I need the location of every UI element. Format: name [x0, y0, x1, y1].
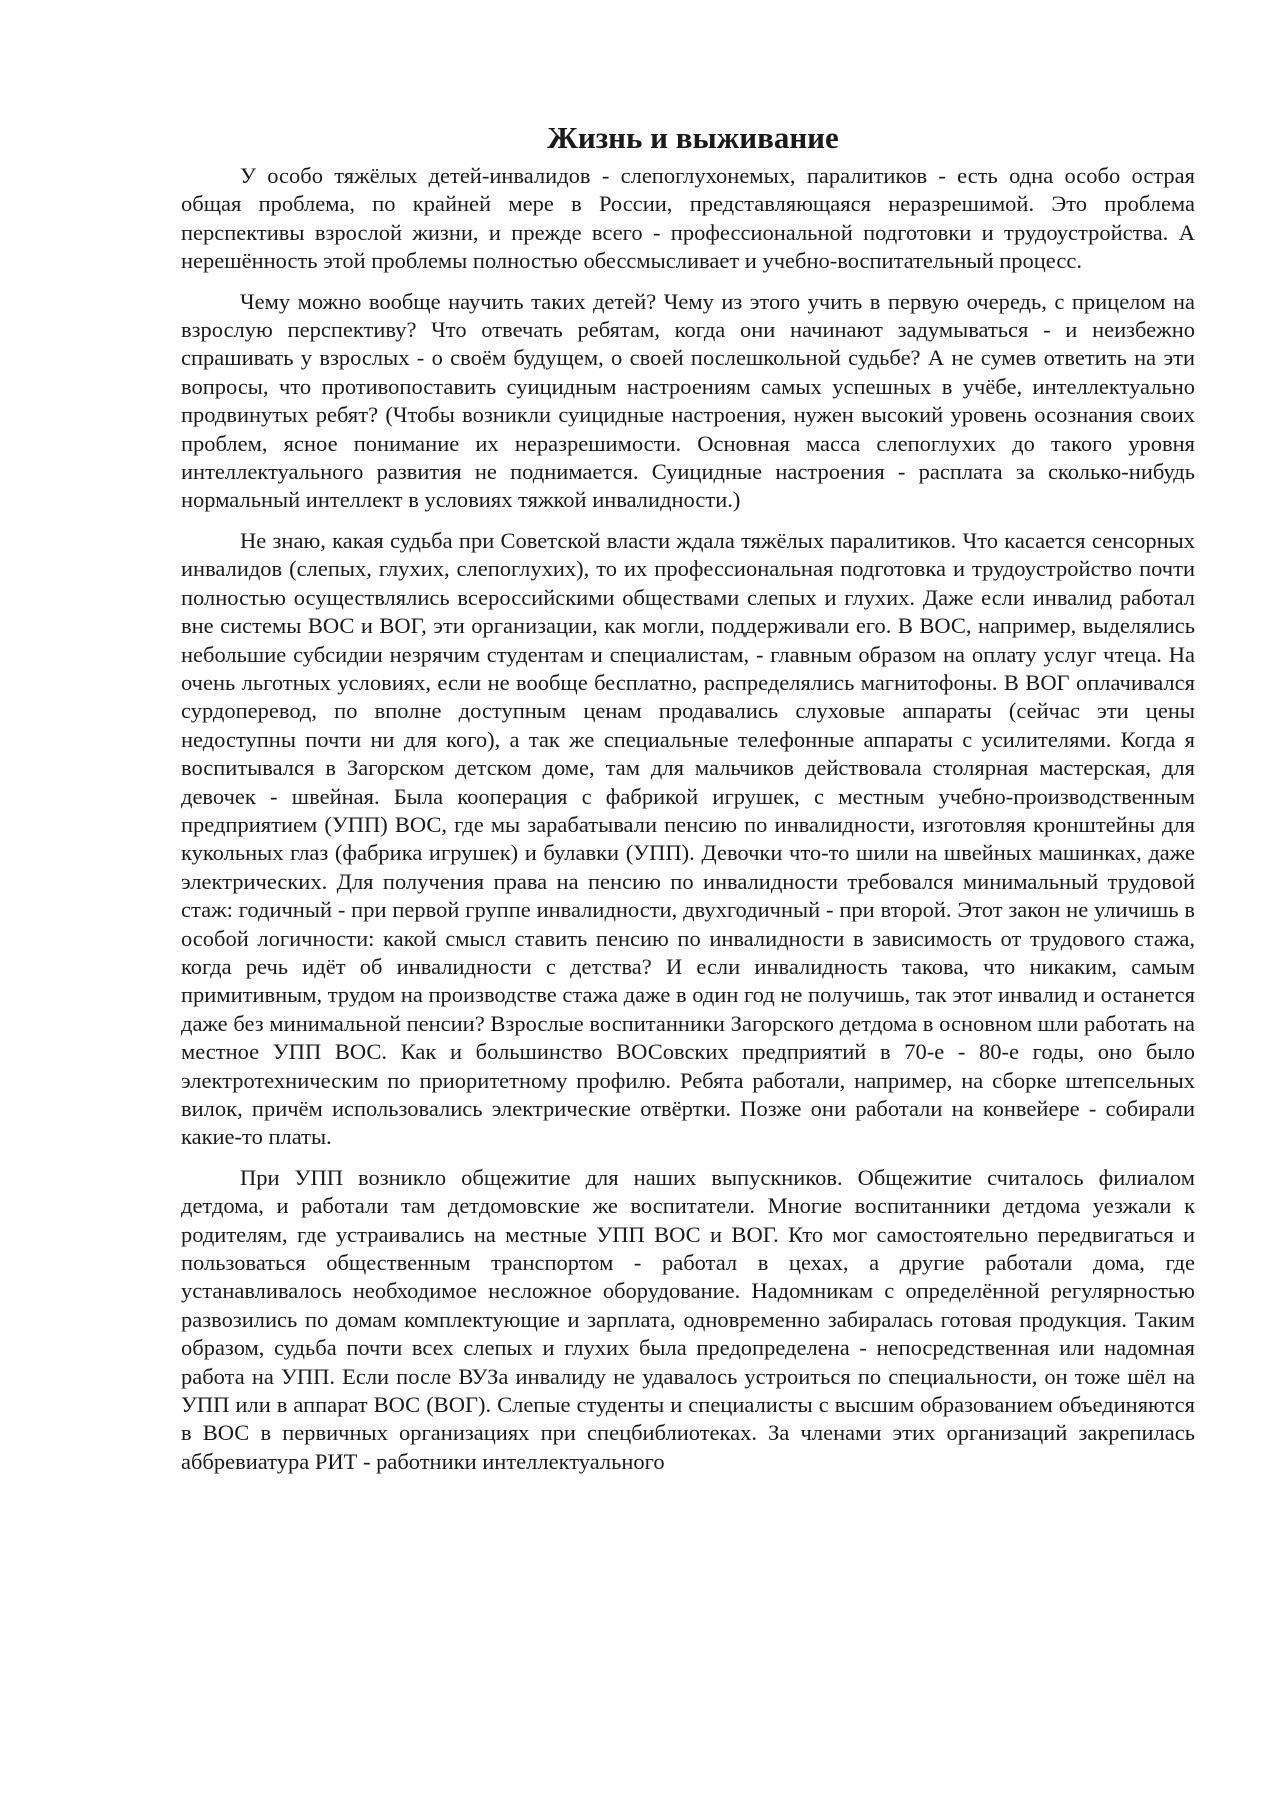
paragraph-2: Чему можно вообще научить таких детей? Чему из этого учить в первую очередь, с прицелом на взрослую перспективу? Что отвечать ребятам, когда они начинают задумываться - и неизбежно спрашивать у взрослых - о своём будущем, о своей послешкольной судьбе? А не сумев ответить на эти вопросы, что противопоставить суицидным настроениям самых успешных в учёбе, интеллектуально продвинутых ребят? (Чтобы возникли суицидные настроения, нужен высокий уровень осознания своих проблем, ясное понимание их неразрешимости. Основная масса слепоглухих до такого уровня интеллектуального развития не поднимается. Суицидные настроения - расплата за сколько-нибудь нормальный интеллект в условиях тяжкой инвалидности.): [181, 288, 1195, 513]
document-title: Жизнь и выживание: [547, 120, 839, 155]
paragraph-3: Не знаю, какая судьба при Советской власти ждала тяжёлых паралитиков. Что касается сенсорных инвалидов (слепых, глухих, слепоглухих), то их профессиональная подготовка и трудоустройство почти полностью осуществлялись всероссийскими обществами слепых и глухих. Даже если инвалид работал вне системы ВОС и ВОГ, эти организации, как могли, поддерживали его. В ВОС, например, выделялись небольшие субсидии незрячим студентам и специалистам, - главным образом на оплату услуг чтеца. На очень льготных условиях, если не вообще бесплатно, распределялись магнитофоны. В ВОГ оплачивался сурдоперевод, по вполне доступным ценам продавались слуховые аппараты (сейчас эти цены недоступны почти ни для кого), а так же специальные телефонные аппараты с усилителями. Когда я воспитывался в Загорском детском доме, там для мальчиков действовала столярная мастерская, для девочек - швейная. Была кооперация с фабрикой игрушек, с местным учебно-производственным предприятием (УПП) ВОС, где мы зарабатывали пенсию по инвалидности, изготовляя кронштейны для кукольных глаз (фабрика игрушек) и булавки (УПП). Девочки что-то шили на швейных машинках, даже электрических. Для получения права на пенсию по инвалидности требовался минимальный трудовой стаж: годичный - при первой группе инвалидности, двухгодичный - при второй. Этот закон не уличишь в особой логичности: какой смысл ставить пенсию по инвалидности в зависимость от трудового стажа, когда речь идёт об инвалидности с детства? И если инвалидность такова, что никаким, самым примитивным, трудом на производстве стажа даже в один год не получишь, так этот инвалид и останется даже без минимальной пенсии? Взрослые воспитанники Загорского детдома в основном шли работать на местное УПП ВОС. Как и большинство ВОСовских предприятий в 70-е - 80-е годы, оно было электротехническим по приоритетному профилю. Ребята работали, например, на сборке штепсельных вилок, причём использовались электрические отвёртки. Позже они работали на конвейере - собирали какие-то платы.: [181, 527, 1195, 1150]
document-page: [181, 118, 1195, 1476]
paragraph-1: У особо тяжёлых детей-инвалидов - слепоглухонемых, паралитиков - есть одна особо острая общая проблема, по крайней мере в России, представляющаяся неразрешимой. Это проблема перспективы взрослой жизни, и прежде всего - профессиональной подготовки и трудоустройства. А нерешённость этой проблемы полностью обессмысливает и учебно-воспитательный процесс.: [181, 163, 1195, 274]
paragraph-4: При УПП возникло общежитие для наших выпускников. Общежитие считалось филиалом детдома, и работали там детдомовские же воспитатели. Многие воспитанники детдома уезжали к родителям, где устраивались на местные УПП ВОС и ВОГ. Кто мог самостоятельно передвигаться и пользоваться общественным транспортом - работал в цехах, а другие работали дома, где устанавливалось необходимое несложное оборудование. Надомникам с определённой регулярностью развозились по домам комплектующие и зарплата, одновременно забиралась готовая продукция. Таким образом, судьба почти всех слепых и глухих была предопределена - непосредственная или надомная работа на УПП. Если после ВУЗа инвалиду не удавалось устроиться по специальности, он тоже шёл на УПП или в аппарат ВОС (ВОГ). Слепые студенты и специалисты с высшим образованием объединяются в ВОС в первичных организациях при спецбиблиотеках. За членами этих организаций закрепилась аббревиатура РИТ - работники интеллектуального: [181, 1164, 1195, 1474]
